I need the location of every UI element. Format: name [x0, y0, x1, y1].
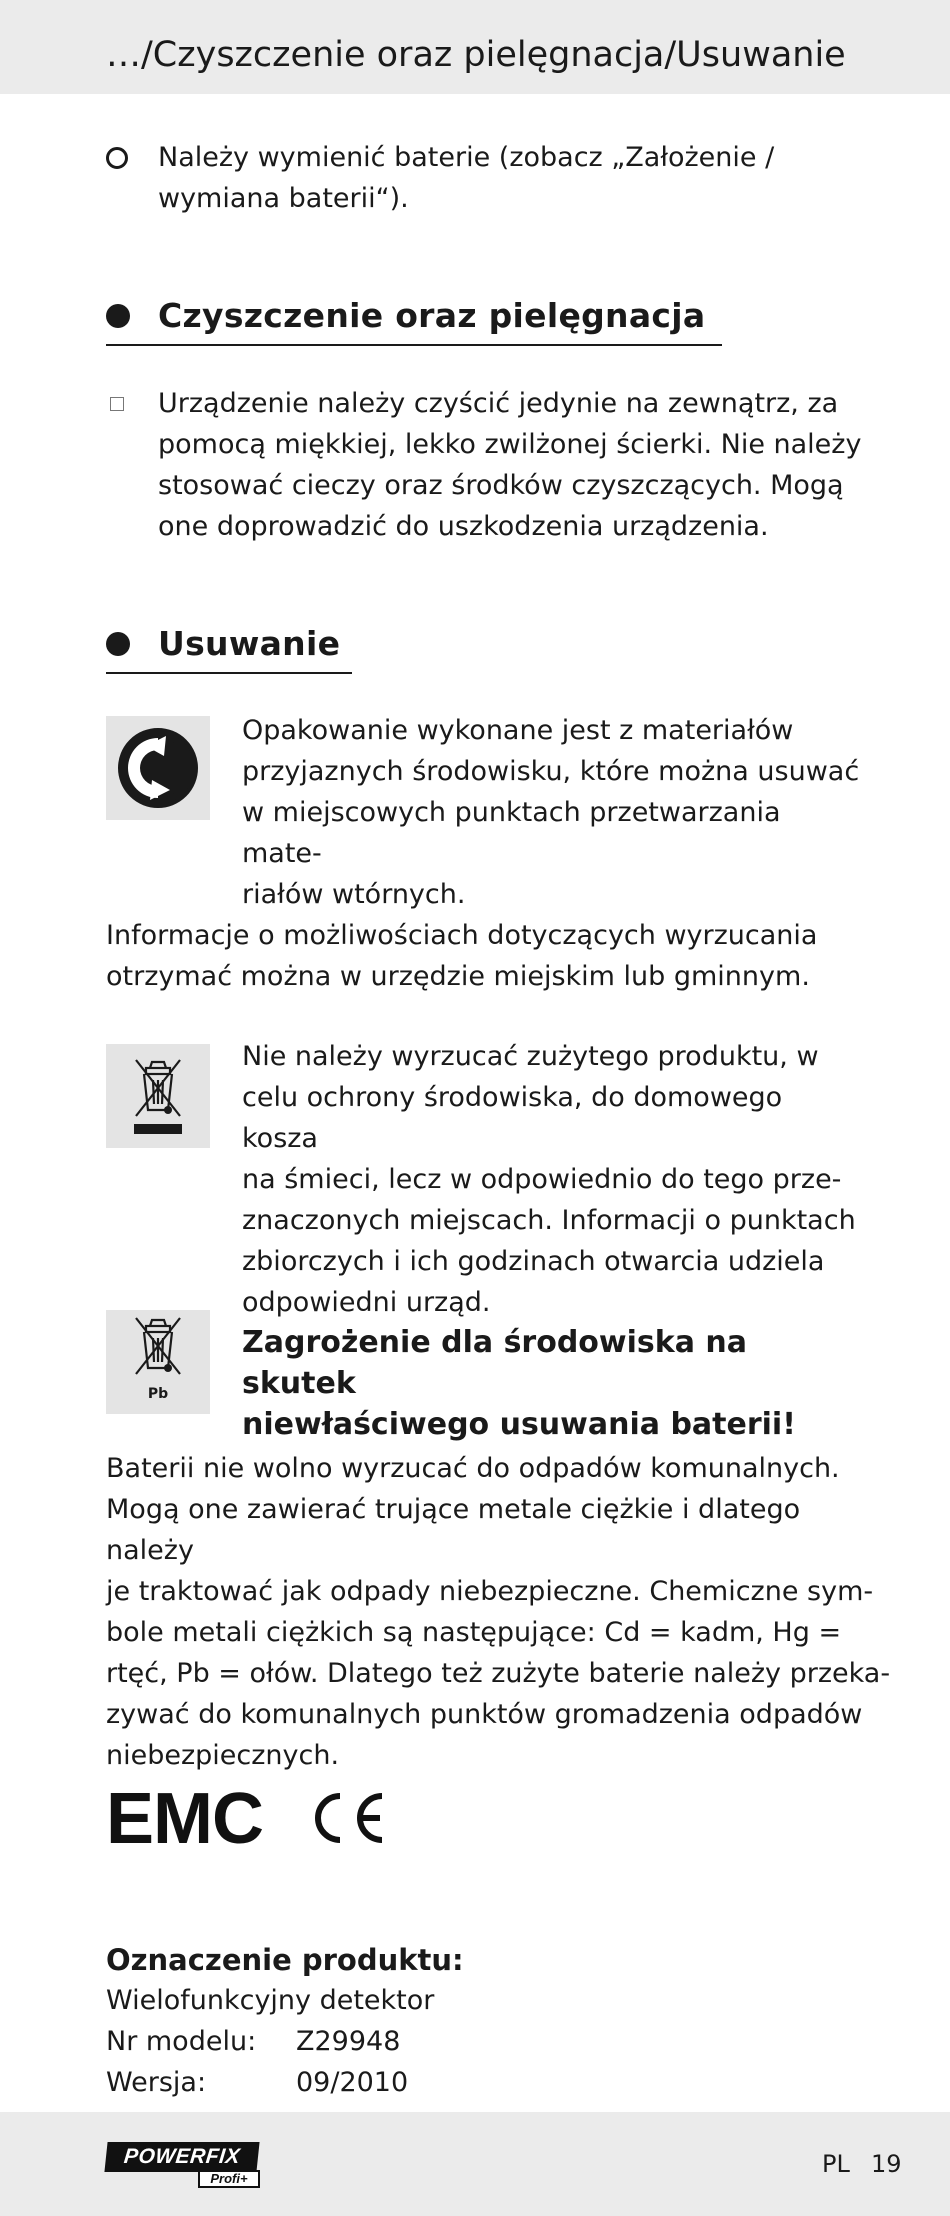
- page-title: …/Czyszczenie oraz pielęgnacja/Usuwanie: [106, 35, 846, 75]
- cleaning-bullet: [106, 383, 866, 549]
- battery-line: Baterii nie wolno wyrzucać do odpadów komunalnych.: [106, 1453, 840, 1484]
- weee-text: [242, 1036, 862, 1323]
- ce-mark-icon: [304, 1790, 388, 1846]
- version-label: Wersja:: [106, 2067, 207, 2098]
- battery-line: zywać do komunalnych punktów gromadzenia odpadów: [106, 1699, 863, 1730]
- cleaning-heading-text: Czyszczenie oraz pielęgnacja: [158, 296, 706, 335]
- intro-bullet: [106, 137, 866, 219]
- weee-line: zbiorczych i ich godzinach otwarcia udziela: [242, 1246, 825, 1277]
- battery-warning-line: Zagrożenie dla środowiska na skutek: [242, 1325, 748, 1401]
- battery-paragraph: [106, 1448, 896, 1776]
- cleaning-line: Urządzenie należy czyścić jedynie na zewnątrz, za: [158, 388, 839, 419]
- intro-bullet-line: wymiana baterii“).: [158, 183, 409, 214]
- packaging-line: riałów wtórnych.: [242, 879, 466, 910]
- disposal-heading-text: Usuwanie: [158, 624, 341, 663]
- emc-mark: EMC: [106, 1779, 263, 1859]
- battery-line: rtęć, Pb = ołów. Dlatego też zużyte baterie należy przeka-: [106, 1658, 891, 1689]
- circle-bullet-icon: [106, 147, 128, 169]
- battery-line: je traktować jak odpady niebezpieczne. Chemiczne sym-: [106, 1576, 874, 1607]
- version-value: 09/2010: [296, 2067, 409, 2098]
- weee-line: odpowiedni urząd.: [242, 1287, 491, 1318]
- weee-line: znaczonych miejscach. Informacji o punktach: [242, 1205, 856, 1236]
- battery-warning: [242, 1322, 862, 1445]
- logo-sub-text: Profi+: [198, 2170, 260, 2188]
- product-id-title: Oznaczenie produktu:: [106, 1943, 464, 1977]
- info-paragraph: [106, 915, 886, 997]
- info-line: Informacje o możliwościach dotyczących wyrzucania: [106, 920, 818, 951]
- version-row: [106, 2062, 506, 2103]
- logo-main-text: POWERFIX: [104, 2142, 259, 2172]
- cleaning-line: stosować cieczy oraz środków czyszczących. Mogą: [158, 470, 844, 501]
- model-value: Z29948: [296, 2026, 401, 2057]
- battery-warning-line: niewłaściwego usuwania baterii!: [242, 1407, 796, 1442]
- powerfix-logo: [106, 2142, 262, 2190]
- packaging-line: Opakowanie wykonane jest z materiałów: [242, 715, 794, 746]
- square-bullet-icon: [110, 397, 124, 411]
- battery-line: niebezpiecznych.: [106, 1740, 340, 1771]
- green-dot-icon: [106, 716, 210, 820]
- heading-underline: [106, 672, 352, 674]
- heading-dot-icon: [106, 304, 130, 328]
- disposal-heading: [106, 620, 356, 676]
- weee-line: na śmieci, lecz w odpowiednio do tego prze-: [242, 1164, 842, 1195]
- battery-bin-icon: [106, 1310, 210, 1414]
- battery-line: Mogą one zawierać trujące metale ciężkie i dlatego należy: [106, 1494, 801, 1566]
- cleaning-line: one doprowadzić do uszkodzenia urządzenia.: [158, 511, 769, 542]
- cleaning-heading: [106, 292, 726, 348]
- packaging-text: [242, 710, 862, 915]
- packaging-line: przyjaznych środowisku, które można usuwać: [242, 756, 860, 787]
- packaging-line: w miejscowych punktach przetwarzania mate-: [242, 797, 781, 869]
- crossed-bin-icon: [106, 1044, 210, 1148]
- model-row: [106, 2021, 506, 2062]
- page-number: 19: [871, 2150, 902, 2178]
- heading-underline: [106, 344, 722, 346]
- pb-label: Pb: [147, 1386, 169, 1402]
- info-line: otrzymać można w urzędzie miejskim lub gminnym.: [106, 961, 810, 992]
- battery-line: bole metali ciężkich są następujące: Cd = kadm, Hg =: [106, 1617, 842, 1648]
- product-name: Wielofunkcyjny detektor: [106, 1985, 435, 2016]
- weee-line: Nie należy wyrzucać zużytego produktu, w: [242, 1041, 819, 1072]
- cleaning-line: pomocą miękkiej, lekko zwilżonej ścierki. Nie należy: [158, 429, 862, 460]
- language-code: PL: [822, 2150, 850, 2178]
- model-label: Nr modelu:: [106, 2026, 257, 2057]
- weee-line: celu ochrony środowiska, do domowego kosza: [242, 1082, 783, 1154]
- intro-bullet-line: Należy wymienić baterie (zobacz „Założenie /: [158, 142, 775, 173]
- heading-dot-icon: [106, 632, 130, 656]
